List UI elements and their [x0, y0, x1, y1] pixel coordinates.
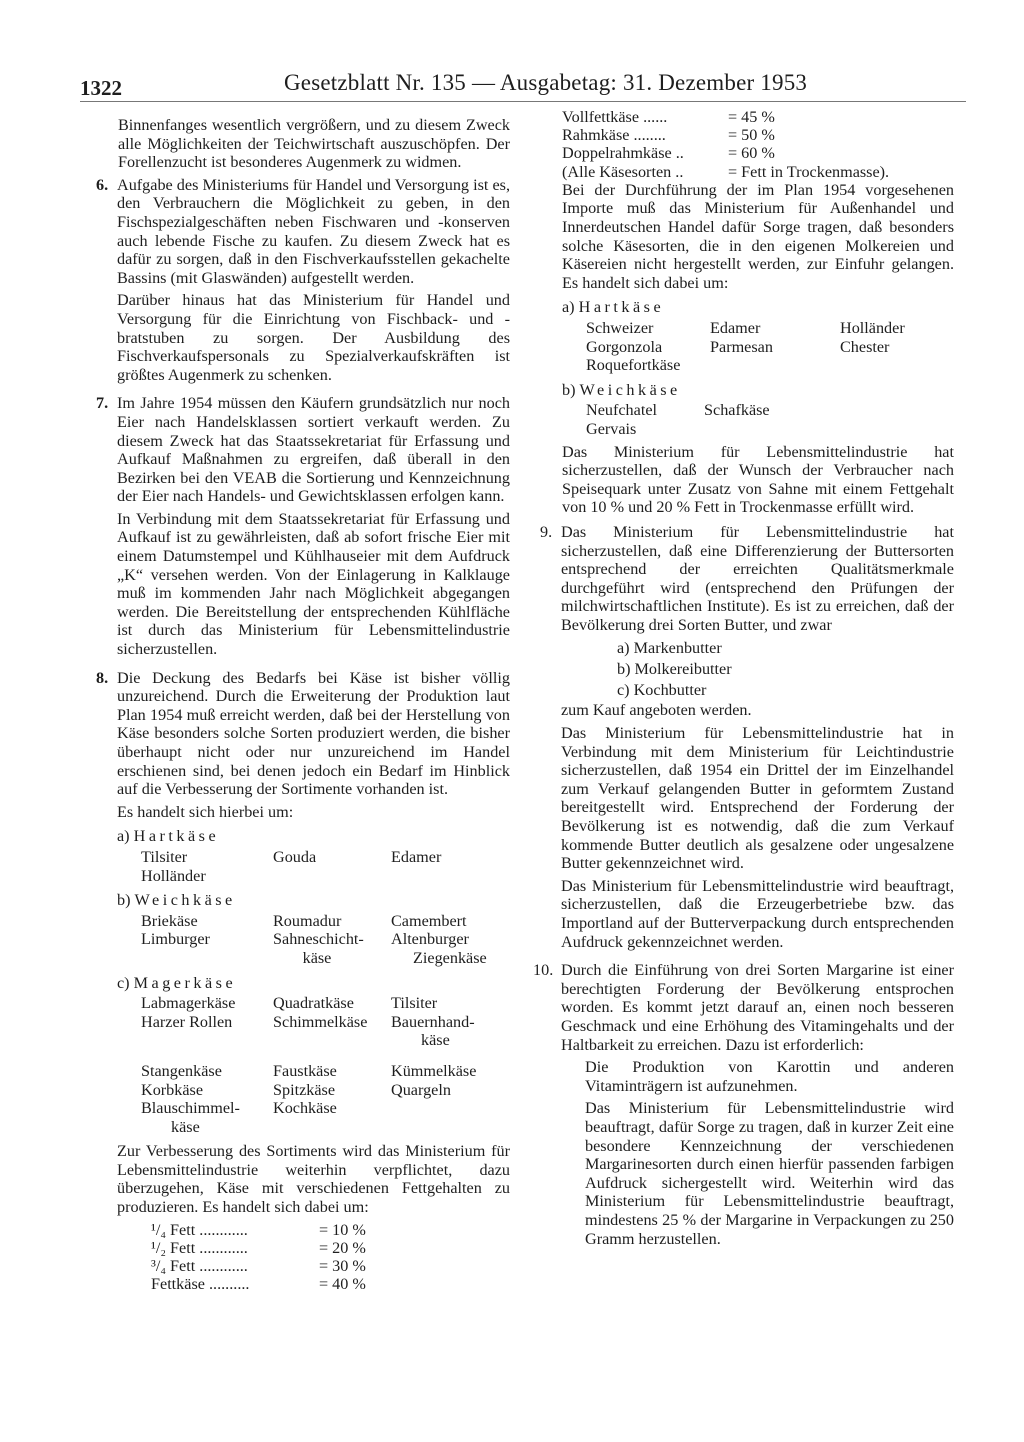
cheese-name: Blauschimmel- [141, 1099, 240, 1118]
group-title: Weichkäse [134, 891, 236, 910]
item-7 [96, 394, 510, 662]
group-label: a) [562, 298, 575, 317]
item-number: 9. [540, 522, 553, 541]
cheese-name: Neufchatel [586, 401, 658, 420]
item-body [561, 961, 954, 1252]
group-title: Magerkäse [133, 973, 237, 992]
cheese-name: Korbkäse [141, 1080, 204, 1099]
cheese-name: Quadratkäse [273, 994, 354, 1013]
butter-type: a) Markenbutter [617, 639, 722, 658]
fat-value: = 10 % [319, 1220, 366, 1239]
cheese-name: käse [421, 1031, 450, 1050]
cheese-name: Kümmelkäse [391, 1061, 477, 1080]
item-8 [96, 669, 510, 1293]
cheese-name: Schweizer [586, 318, 654, 337]
fat-value: = 30 % [319, 1256, 366, 1275]
cheese-name: Sahneschicht- [273, 930, 364, 949]
cheese-name: Holländer [141, 866, 206, 885]
cheese-name: Faustkäse [273, 1061, 337, 1080]
fat-label: ¹/₄ Fett ............ [151, 1220, 248, 1239]
cheese-name: Quargeln [391, 1080, 451, 1099]
cheese-name: käse [171, 1117, 200, 1136]
fat-label: Fettkäse .......... [151, 1274, 250, 1293]
cheese-name: Edamer [391, 847, 442, 866]
butter-list [617, 638, 954, 701]
cheese-name [710, 356, 840, 375]
cheese-name: Holländer [840, 318, 905, 337]
cheese-name: Labmagerkäse [141, 994, 236, 1013]
cheese-name: Kochkäse [273, 1099, 337, 1118]
paragraph: Zur Verbesserung des Sortiments wird das Ministerium für Lebensmittelindustrie weiterhin verpflichtet, dazu überzugehen, Käse mit verschiedenen Fettgehalten zu produzieren. Es handelt sich dabei um: [117, 1142, 510, 1217]
cheese-name: Gervais [586, 419, 637, 438]
item-number: 10. [533, 961, 554, 980]
cheese-list [141, 848, 510, 885]
cheese-name [840, 356, 954, 375]
paragraph: Es handelt sich hierbei um: [117, 802, 294, 821]
paragraph: Die Produktion von Karottin und anderen Vitaminträgern ist aufzunehmen. [585, 1058, 954, 1095]
item-body [117, 394, 510, 662]
page-header-title: Gesetzblatt Nr. 135 — Ausgabetag: 31. Dezember 1953 [284, 70, 808, 95]
fat-content-table-continued [562, 108, 954, 181]
cheese-name: käse [302, 948, 332, 967]
import-group-hard [562, 298, 954, 317]
paragraph: Das Ministerium für Lebensmittelindustrie wird beauftragt, dafür Sorge zu tragen, daß in kurzer Zeit eine besondere Kennzeichnung der verschiedenen Margarinesorten durch einen hierfür passenden farbigen Aufdruck sichergestellt wird. Weiterhin wird das Ministerium für Lebensmittelindustrie beauftragt, mindestens 25 % der Margarine in Verpackungen zu 250 Gramm herzustellen. [585, 1099, 954, 1248]
cheese-list [141, 994, 510, 1136]
fat-value: = 45 % [728, 108, 775, 126]
cheese-group-hard [117, 827, 510, 846]
cheese-name [141, 1031, 273, 1050]
cheese-name: Limburger [141, 930, 210, 949]
cheese-name: Harzer Rollen [141, 1012, 233, 1031]
group-title: Weichkäse [579, 380, 681, 399]
cheese-name: Briekäse [141, 911, 198, 930]
cheese-name: Roumadur [273, 911, 342, 930]
cheese-name: Altenburger [391, 930, 469, 949]
fat-content-table [151, 1221, 510, 1293]
item-number: 7. [96, 394, 109, 413]
paragraph: Das Ministerium für Lebensmittelindustrie wird beauftragt, sicherzustellen, daß die Erzeugerbetriebe bzw. das Importland auf der Butterverpackung durch entsprechenden Aufdruck gekennzeichnet werden. [561, 876, 954, 951]
group-title: Hartkäse [578, 298, 665, 317]
cheese-name: Schimmelkäse [273, 1012, 368, 1031]
cheese-name: Ziegenkäse [413, 948, 487, 967]
paragraph: Die Deckung des Bedarfs bei Käse ist bisher völlig unzureichend. Durch die Erweiterung der Produktion laut Plan 1954 muß erreicht werden, daß bei der Herstellung von Käse besonders solche Sorten produziert werden, die bisher überhaupt nicht oder nur unzureichend im Handel erschienen sind, bei denen jedoch ein Bedarf im Hinblick auf die Verbesserung der Sortimente vorhanden ist. [117, 668, 510, 799]
paragraph: zum Kauf angeboten werden. [561, 701, 752, 720]
fat-label: Doppelrahmkäse .. [562, 144, 684, 163]
item-10 [533, 961, 954, 1252]
quark-paragraph: Das Ministerium für Lebensmittelindustrie hat sicherzustellen, daß der Wunsch der Verbraucher nach Speisequark unter Zusatz von Sahne mit einem Fettgehalt von 10 % und 20 % Fett in Trockenmasse erfüllt wird. [562, 442, 954, 517]
cheese-name [391, 1118, 510, 1137]
intro-paragraph: Binnenfanges wesentlich vergrößern, und zu diesem Zweck alle Möglichkeiten der Teichwirtschaft auszuschöpfen. Der Forellenzucht ist besonderes Augenmerk zu widmen. [118, 116, 510, 172]
cheese-name [391, 1099, 510, 1118]
item-6 [96, 176, 510, 389]
cheese-name [840, 401, 954, 420]
cheese-name: Schafkäse [704, 401, 770, 420]
paragraph: Aufgabe des Ministeriums für Handel und Versorgung ist es, den Verbrauchern die Möglichkeit zu geben, in den Fischspezialgeschäften neben Fischwaren und -konserven auch lebende Fische zu kaufen. Zu diesem Zweck hat es dafür zu sorgen, daß in den Fischverkaufsstellen gekachelte Bassins (mit Glaswänden) aufgestellt werden. [117, 175, 510, 287]
fat-label: Rahmkäse ........ [562, 126, 666, 145]
paragraph: In Verbindung mit dem Staatssekretariat für Erfassung und Aufkauf ist zu gewährleisten, daß ab sofort frische Eier mit einem Datumstempel und Kühlhauseier mit dem Aufdruck „K“ versehen werden. Von der Einlagerung in Kalklauge muß im kommenden Jahr nach Möglichkeit abgegangen werden. Die Bereitstellung der entsprechenden Kühlfläche ist durch das Ministerium für Lebensmittelindustrie sicherzustellen. [117, 509, 510, 659]
cheese-name: Chester [840, 337, 890, 356]
group-label: a) [117, 827, 130, 846]
fat-value: = 40 % [319, 1274, 366, 1293]
fat-value: = 50 % [728, 126, 775, 145]
cheese-name: Stangenkäse [141, 1061, 222, 1080]
fat-label: ¹/₂ Fett ............ [151, 1238, 248, 1257]
fat-label: Vollfettkäse ...... [562, 108, 668, 126]
cheese-name [273, 1118, 391, 1137]
paragraph: Durch die Einführung von drei Sorten Margarine ist einer berechtigten Forderung der Bevölkerung entsprochen worden. Es kommt jetzt darauf an, einen noch besseren Geschmack und eine Erhöhung des Vitamingehalts und der Haltbarkeit zu erreichen. Dazu ist erforderlich: [561, 961, 954, 1054]
left-column [96, 116, 510, 1299]
group-label: c) [117, 973, 130, 992]
cheese-name: Spitzkäse [273, 1080, 336, 1099]
cheese-name [273, 1031, 391, 1050]
paragraph: Das Ministerium für Lebensmittelindustrie hat in Verbindung mit dem Ministerium für Leichtindustrie sicherzustellen, daß 1954 ein Drittel der im Einzelhandel zum Verkauf gelangenden Butter in geformtem Zustand bereitgestellt wird. Entsprechend der Forderung der Bevölkerung ist es notwendig, daß die zum Verkauf kommende Butter deutlich als gesalzene oder ungesalzene Butter gekennzeichnet wird. [561, 724, 954, 873]
cheese-name [840, 420, 954, 439]
group-label: b) [117, 891, 131, 910]
cheese-name: Camembert [391, 911, 467, 930]
cheese-name: Edamer [710, 318, 761, 337]
item-number: 6. [96, 175, 109, 194]
paragraph: Darüber hinaus hat das Ministerium für Handel und Versorgung für die Einrichtung von Fischback- und -bratstuben zu sorgen. Der Ausbildung des Fischverkaufspersonals zu Spezialverkaufskräften ist größtes Augenmerk zu schenken. [117, 291, 510, 384]
item-body [117, 176, 510, 389]
page-number: 1322 [80, 76, 122, 100]
fat-value: = 60 % [728, 144, 775, 163]
paragraph: Im Jahre 1954 müssen den Käufern grundsätzlich nur noch Eier nach Handelsklassen sortiert verkauft werden. Zu diesem Zweck hat das Staatssekretariat für Erfassung und Aufkauf Maßnahmen zu ergreifen, daß überall in den Bezirken bei den VEAB die Sortierung und Kennzeichnung der Eier nach Handels- und Gewichtsklassen erfolgen kann. [117, 394, 510, 506]
cheese-name: Tilsiter [391, 994, 438, 1013]
fat-value: = 20 % [319, 1238, 366, 1257]
header-rule [80, 101, 966, 102]
cheese-name: Gorgonzola [586, 337, 663, 356]
cheese-name: Bauernhand- [391, 1012, 475, 1031]
group-label: b) [562, 380, 576, 399]
cheese-name: Parmesan [710, 337, 773, 356]
item-9 [540, 523, 954, 955]
cheese-group-soft [117, 891, 510, 910]
fat-value: = Fett in Trockenmasse). [728, 162, 890, 181]
item-body [117, 669, 510, 1293]
cheese-name [391, 867, 510, 886]
import-group-soft [562, 381, 954, 400]
cheese-name: Gouda [273, 847, 317, 866]
cheese-name: Tilsiter [141, 847, 188, 866]
right-column [533, 108, 954, 1258]
item-number: 8. [96, 668, 109, 687]
item-body [561, 523, 954, 955]
cheese-name [273, 867, 391, 886]
cheese-name [141, 949, 273, 968]
import-paragraph: Bei der Durchführung der im Plan 1954 vorgesehenen Importe muß das Ministerium für Außenhandel und Innerdeutschen Handel dafür Sorge tragen, daß besonders solche Käsesorten, die in den eigenen Molkereien und Käsereien nicht hergestellt werden, zur Einfuhr gelangen. Es handelt sich dabei um: [562, 180, 954, 292]
fat-label: ³/₄ Fett ............ [151, 1256, 248, 1275]
butter-type: c) Kochbutter [617, 681, 707, 700]
cheese-list [141, 912, 510, 968]
cheese-list [586, 401, 954, 438]
group-title: Hartkäse [133, 827, 220, 846]
cheese-group-lean [117, 974, 510, 993]
butter-type: b) Molkereibutter [617, 660, 732, 679]
cheese-name [704, 420, 840, 439]
fat-label: (Alle Käsesorten .. [562, 162, 684, 181]
cheese-list [586, 319, 954, 375]
paragraph: Das Ministerium für Lebensmittelindustrie hat sicherzustellen, daß eine Differenzierung der Buttersorten entsprechend der erreichten Qualitätsmerkmale durchgeführt wird (entsprechend den Prüfungen der milchwirtschaftlichen Institute). Es ist zu erreichen, daß der Bevölkerung drei Sorten Butter, und zwar [561, 522, 954, 634]
cheese-name: Roquefortkäse [586, 356, 681, 375]
